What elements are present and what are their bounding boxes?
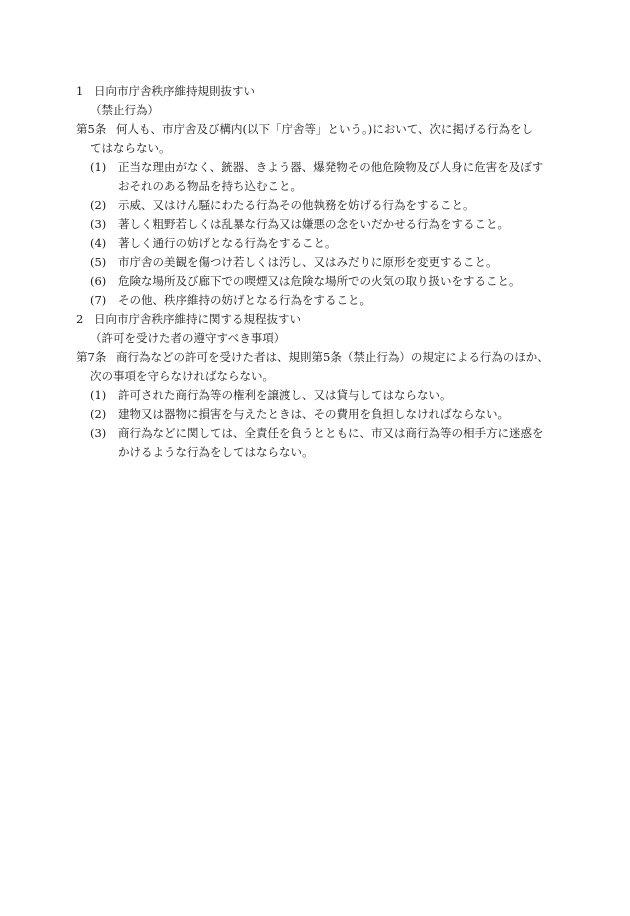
list-item [76, 196, 556, 215]
article-5-line-1 [76, 120, 556, 139]
item-text-continued: かけるような行為をしてはならない。 [118, 445, 314, 459]
article-5-text-1: 何人も、市庁舎及び構内(以下「庁舎等」という。)において、次に掲げる行為をし [116, 122, 533, 136]
section-2-title [76, 310, 556, 329]
list-item [76, 272, 556, 291]
list-item [76, 253, 556, 272]
document-body [76, 82, 556, 462]
section-2-caption: （許可を受けた者の遵守すべき事項） [90, 331, 286, 345]
section-1-title [76, 82, 556, 101]
item-number: (7) [90, 293, 107, 307]
item-number: (2) [90, 198, 107, 212]
item-number: (3) [90, 217, 107, 231]
item-number: (2) [90, 407, 107, 421]
item-number: (4) [90, 236, 107, 250]
item-number: (5) [90, 255, 107, 269]
section-2-number: 2 [76, 312, 84, 326]
list-item [76, 405, 556, 424]
article-7-line-2: 次の事項を守らなければならない。 [90, 369, 274, 383]
list-item [76, 158, 556, 177]
item-text: 著しく通行の妨げとなる行為をすること。 [118, 236, 337, 250]
item-text: 商行為などに関しては、全責任を負うとともに、市又は商行為等の相手方に迷惑を [118, 426, 544, 440]
item-text: その他、秩序維持の妨げとなる行為をすること。 [118, 293, 371, 307]
article-5-label: 第5条 [76, 122, 107, 136]
item-text: 示威、又はけん騒にわたる行為その他執務を妨げる行為をすること。 [118, 198, 475, 212]
item-text: 建物又は器物に損害を与えたときは、その費用を負担しなければならない。 [118, 407, 509, 421]
item-number: (1) [90, 388, 107, 402]
list-item [76, 424, 556, 443]
section-1-title-text: 日向市庁舎秩序維持規則抜すい [94, 84, 255, 98]
article-7-text-1: 商行為などの許可を受けた者は、規則第5条（禁止行為）の規定による行為のほか、 [116, 350, 549, 364]
list-item [76, 291, 556, 310]
section-1-number: 1 [76, 84, 84, 98]
item-text: 正当な理由がなく、銃器、きよう器、爆発物その他危険物及び人身に危害を及ぼす [118, 160, 544, 174]
article-7-line-1 [76, 348, 556, 367]
item-text-continued: おそれのある物品を持ち込むこと。 [118, 179, 302, 193]
section-2-title-text: 日向市庁舎秩序維持に関する規程抜すい [94, 312, 301, 326]
item-text: 危険な場所及び廊下での喫煙又は危険な場所での火気の取り扱いをすること。 [118, 274, 521, 288]
article-5-line-2: てはならない。 [90, 141, 171, 155]
list-item [76, 215, 556, 234]
article-7-label: 第7条 [76, 350, 107, 364]
item-text: 著しく粗野若しくは乱暴な行為又は嫌悪の念をいだかせる行為をすること。 [118, 217, 509, 231]
item-text: 許可された商行為等の権利を譲渡し、又は貸与してはならない。 [118, 388, 452, 402]
section-1-caption: （禁止行為） [90, 103, 159, 117]
list-item [76, 386, 556, 405]
list-item [76, 234, 556, 253]
item-number: (6) [90, 274, 107, 288]
item-number: (3) [90, 426, 107, 440]
item-number: (1) [90, 160, 107, 174]
item-text: 市庁舎の美観を傷つけ若しくは汚し、又はみだりに原形を変更すること。 [118, 255, 498, 269]
